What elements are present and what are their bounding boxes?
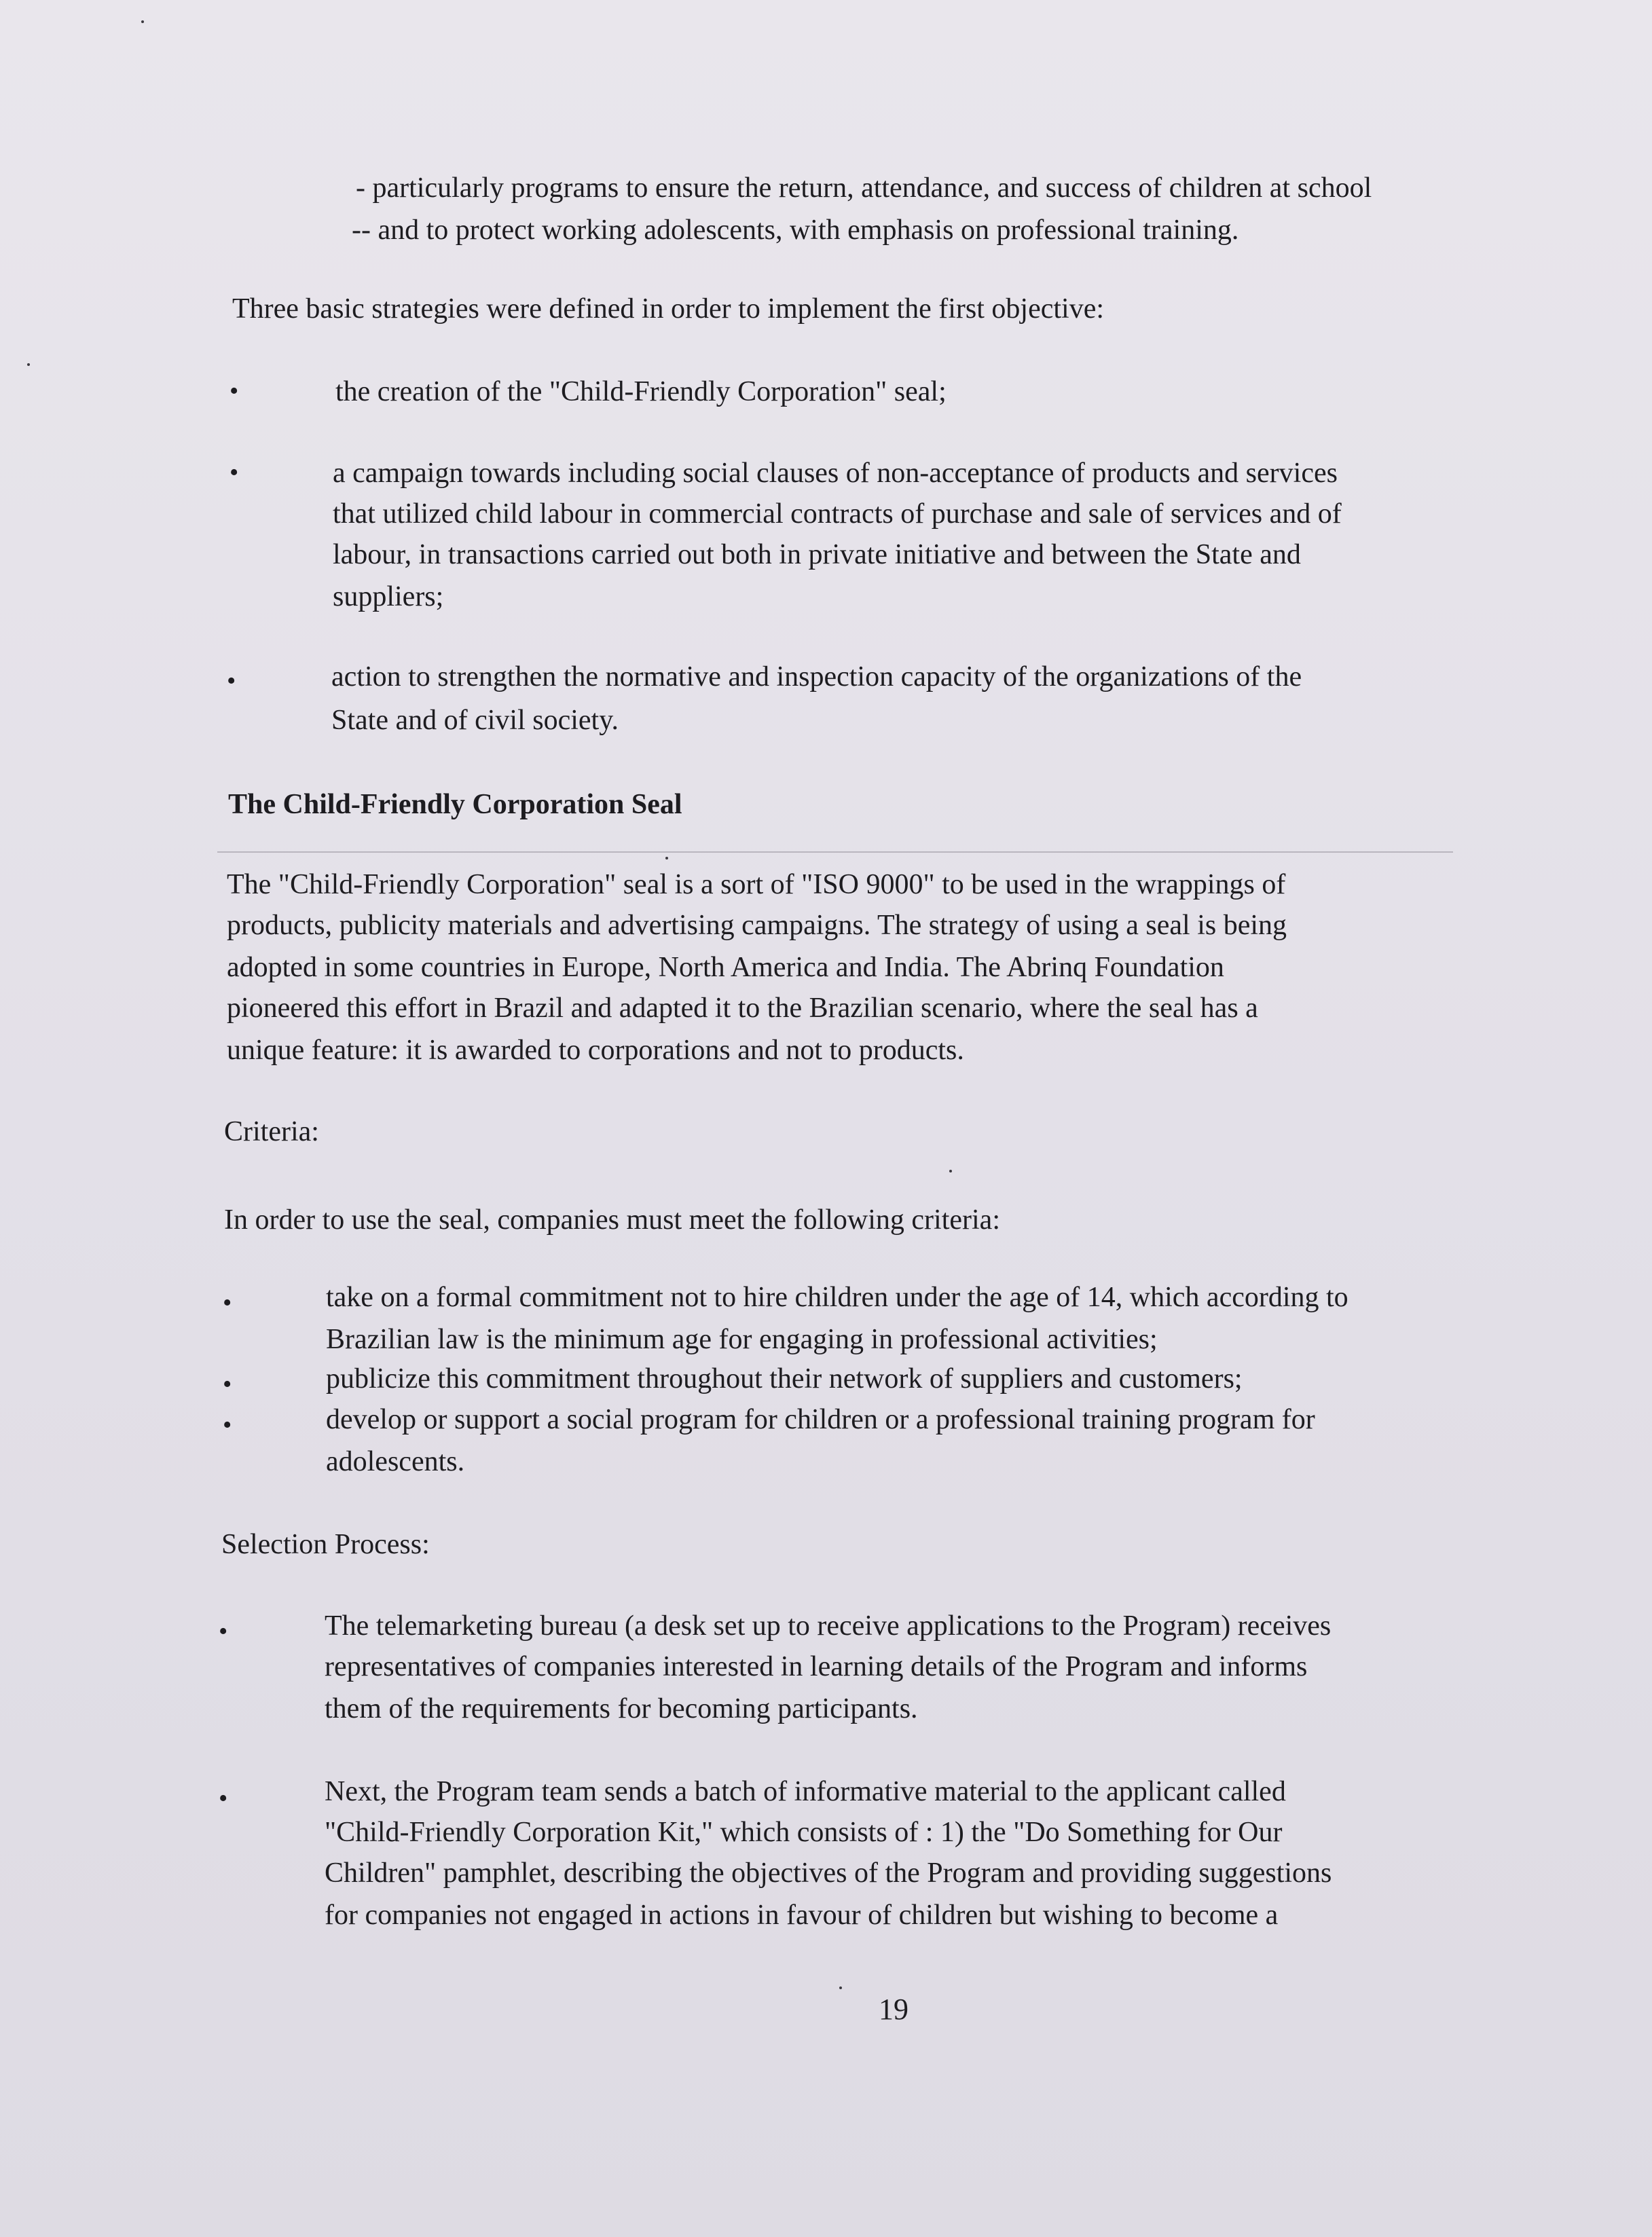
selection-item-line: representatives of companies interested in learning details of the Program and informs <box>325 1651 1308 1682</box>
bullet-marker: • <box>223 1370 232 1399</box>
strategy-item-line: labour, in transactions carried out both in private initiative and between the State and <box>333 539 1301 570</box>
strategy-item-line: action to strengthen the normative and inspection capacity of the organizations of the <box>331 661 1302 692</box>
strategy-item-line: that utilized child labour in commercial contracts of purchase and sale of services and of <box>333 498 1342 530</box>
selection-item-line: Children" pamphlet, describing the objectives of the Program and providing suggestions <box>325 1857 1332 1889</box>
criteria-item-line: take on a formal commitment not to hire children under the age of 14, which according to <box>326 1282 1348 1313</box>
strategy-item-line: suppliers; <box>333 581 444 612</box>
selection-item-line: "Child-Friendly Corporation Kit," which consists of : 1) the "Do Something for Our <box>325 1817 1283 1848</box>
selection-item-line: them of the requirements for becoming participants. <box>325 1693 918 1724</box>
paragraph-line: products, publicity materials and advertising campaigns. The strategy of using a seal is being <box>227 910 1287 941</box>
paragraph-line: The "Child-Friendly Corporation" seal is a sort of "ISO 9000" to be used in the wrappings of <box>227 869 1286 900</box>
bullet-marker: • <box>219 1617 228 1646</box>
scan-speck <box>27 363 30 366</box>
criteria-item-line: develop or support a social program for children or a professional training program for <box>326 1404 1315 1435</box>
criteria-label: Criteria: <box>224 1116 319 1147</box>
strategy-item-line: State and of civil society. <box>331 705 619 736</box>
section-heading: The Child-Friendly Corporation Seal <box>228 789 682 820</box>
scan-speck <box>949 1170 952 1172</box>
paragraph-line: unique feature: it is awarded to corporations and not to products. <box>227 1035 964 1066</box>
bullet-marker: • <box>223 1411 232 1439</box>
intro-line: - particularly programs to ensure the return, attendance, and success of children at school <box>356 172 1372 204</box>
criteria-item-line: Brazilian law is the minimum age for engaging in professional activities; <box>326 1324 1158 1355</box>
bleed-through-rule <box>217 851 1453 853</box>
bullet-marker: • <box>230 377 239 405</box>
bullet-marker: • <box>219 1784 228 1813</box>
intro-line: -- and to protect working adolescents, with emphasis on professional training. <box>352 215 1239 246</box>
bullet-marker: • <box>227 667 236 695</box>
page-number: 19 <box>879 1993 908 2026</box>
bullet-marker: • <box>230 458 239 487</box>
paragraph-line: adopted in some countries in Europe, North America and India. The Abrinq Foundation <box>227 952 1224 983</box>
selection-item-line: The telemarketing bureau (a desk set up to receive applications to the Program) receives <box>325 1610 1332 1642</box>
scan-speck <box>839 1986 842 1989</box>
criteria-item-line: adolescents. <box>326 1446 465 1477</box>
strategies-lead: Three basic strategies were defined in order to implement the first objective: <box>232 293 1105 325</box>
scan-speck <box>665 857 668 859</box>
criteria-item-line: publicize this commitment throughout their network of suppliers and customers; <box>326 1363 1243 1394</box>
selection-item-line: Next, the Program team sends a batch of informative material to the applicant called <box>325 1776 1286 1807</box>
selection-item-line: for companies not engaged in actions in favour of children but wishing to become a <box>325 1900 1279 1931</box>
selection-label: Selection Process: <box>221 1529 430 1560</box>
bullet-marker: • <box>223 1289 232 1317</box>
paragraph-line: pioneered this effort in Brazil and adapted it to the Brazilian scenario, where the seal has a <box>227 993 1258 1024</box>
criteria-lead: In order to use the seal, companies must meet the following criteria: <box>224 1204 1000 1236</box>
scan-speck <box>141 20 144 23</box>
strategy-item-line: a campaign towards including social clauses of non-acceptance of products and services <box>333 458 1338 489</box>
strategy-item-line: the creation of the "Child-Friendly Corporation" seal; <box>335 376 947 407</box>
